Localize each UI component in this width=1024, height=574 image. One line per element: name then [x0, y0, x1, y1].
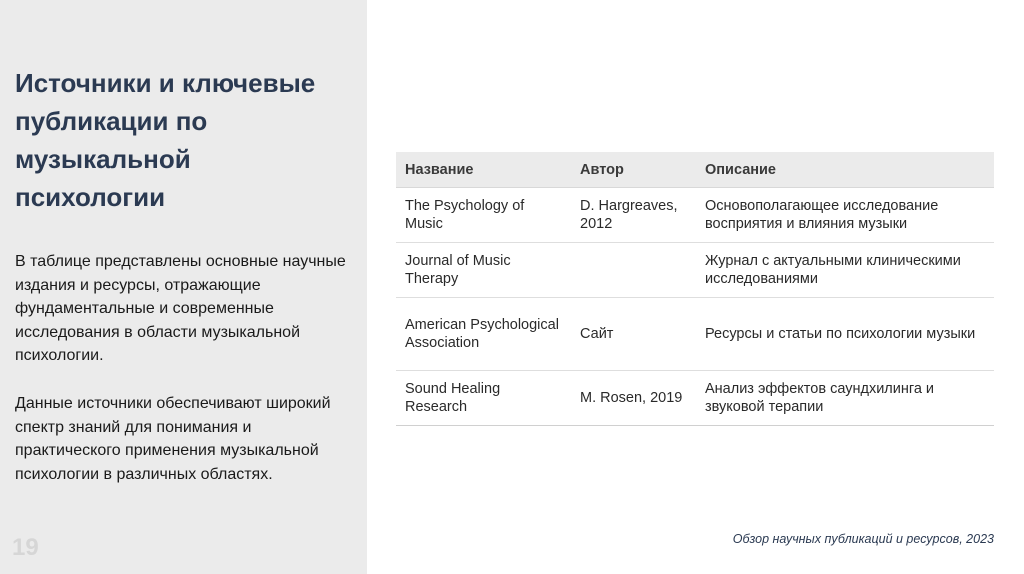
table-row: [396, 188, 994, 243]
cell-author: Сайт: [571, 298, 696, 371]
cell-author: [571, 243, 696, 298]
column-header-title: Название: [396, 152, 571, 188]
cell-description: Журнал с актуальными клиническими исследованиями: [696, 243, 994, 298]
cell-description: Основополагающее исследование восприятия и влияния музыки: [696, 188, 994, 243]
cell-author: D. Hargreaves, 2012: [571, 188, 696, 243]
cell-title: The Psychology of Music: [396, 188, 571, 243]
cell-description: Ресурсы и статьи по психологии музыки: [696, 298, 994, 371]
table-row: [396, 298, 994, 371]
left-panel: [0, 0, 367, 574]
footer-caption: Обзор научных публикаций и ресурсов, 2023: [732, 532, 994, 546]
sources-table: [396, 152, 994, 426]
cell-title: Sound Healing Research: [396, 371, 571, 426]
column-header-author: Автор: [571, 152, 696, 188]
slide-title: Источники и ключевые публикации по музыкальной психологии: [15, 68, 316, 212]
table-header-row: [396, 152, 994, 188]
column-header-description: Описание: [696, 152, 994, 188]
page-number: 19: [12, 534, 39, 561]
table-row: [396, 371, 994, 426]
sources-table-container: [396, 152, 994, 426]
cell-title: Journal of Music Therapy: [396, 243, 571, 298]
cell-title: American Psychological Association: [396, 298, 571, 371]
cell-author: M. Rosen, 2019: [571, 371, 696, 426]
table-row: [396, 243, 994, 298]
cell-description: Анализ эффектов саундхилинга и звуковой терапии: [696, 371, 994, 426]
description-paragraph-2: Данные источники обеспечивают широкий спектр знаний для понимания и практического применения музыкальной психологии в различных областях.: [15, 395, 331, 483]
description-paragraph-1: В таблице представлены основные научные издания и ресурсы, отражающие фундаментальные и современные исследования в области музыкальной психологии.: [15, 253, 346, 364]
